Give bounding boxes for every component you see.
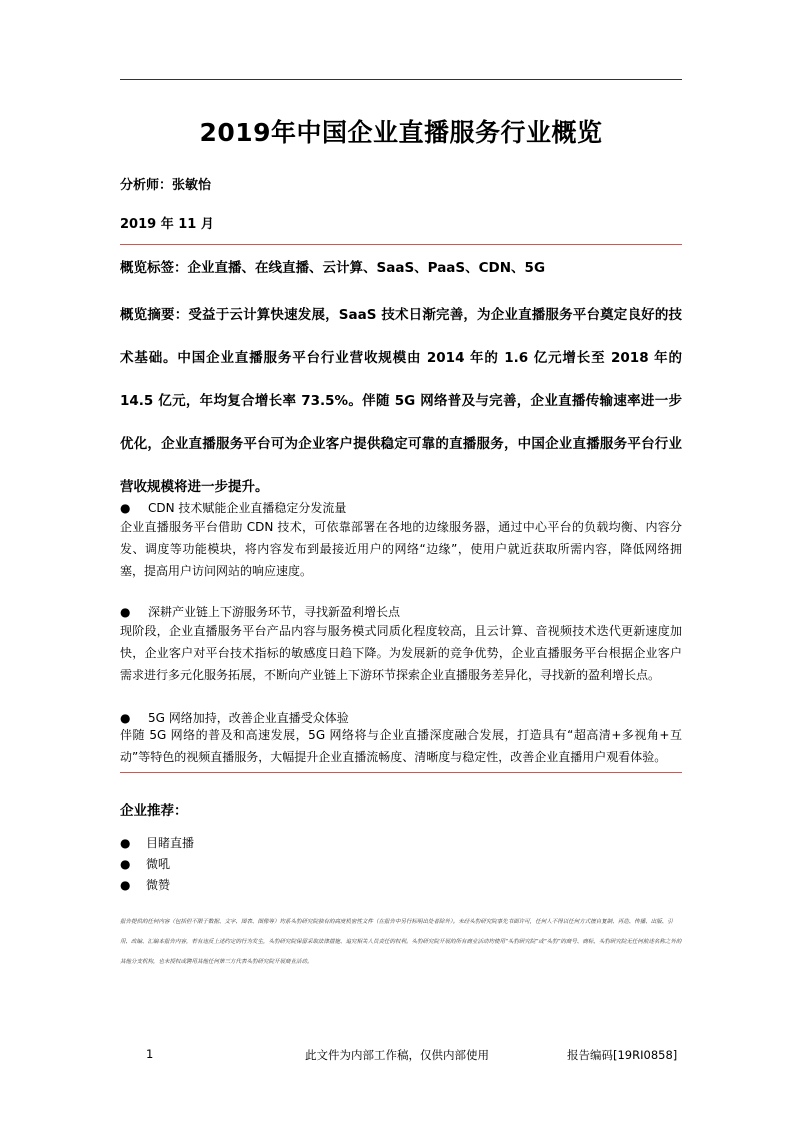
report-date: 2019 年 11 月 — [120, 217, 214, 232]
disclaimer: 报告提供的任何内容（包括但不限于数据、文字、图表、图像等）均系头豹研究院独有的高度机密性文件（在报告中另行标明出处者除外）。未经头豹研究院事先书面许可，任何人不得以任何方式擅自复制、再造、传播、出版、引用、改编、汇编本报告内容，若有违反上述约定的行为发生，头豹研究院保留采取法律措施、追究相关人员责任的权利。头豹研究院开展的所有商业活动均使用“头豹研究院”或“头豹”的商号、商标，头豹研究院无任何前述名称之外的其他分支机构，也未授权或聘用其他任何第三方代表头豹研究院开展商业活动。 — [120, 919, 682, 965]
bullet-heading: ● 深耕产业链上下游服务环节，寻找新盈利增长点 — [120, 605, 401, 619]
recommend-title: 企业推荐： — [120, 803, 188, 819]
bullet-heading: ● 5G 网络加持，改善企业直播受众体验 — [120, 711, 349, 725]
bullet-icon: ● — [120, 878, 131, 892]
divider — [120, 772, 682, 773]
overview-summary: 概览摘要：受益于云计算快速发展，SaaS 技术日渐完善，为企业直播服务平台奠定良好的技术基础。中国企业直播服务平台行业营收规模由 2014 年的 1.6 亿元增长至 2018 年的 14.5 亿元，年均复合增长率 73.5%。伴随 5G 网络普及与完善，企业直播传输速率进一步优化，企业直播服务平台可为企业客户提供稳定可靠的直播服务，中国企业直播服务平台行业营收规模将进一步提升。 — [120, 307, 682, 495]
bullet-body: 现阶段，企业直播服务平台产品内容与服务模式同质化程度较高，且云计算、音视频技术迭代更新速度加快，企业客户对平台技术指标的敏感度日趋下降。为发展新的竞争优势，企业直播服务平台根据企业客户需求进行多元化服务拓展，不断向产业链上下游环节探索企业直播服务差异化，寻找新的盈利增长点。 — [120, 624, 682, 682]
page-number: 1 — [146, 1047, 154, 1061]
recommend-item: ● 微赞 — [120, 878, 171, 892]
header-rule — [120, 79, 682, 80]
overview-tags: 概览标签：企业直播、在线直播、云计算、SaaS、PaaS、CDN、5G — [120, 260, 546, 276]
recommend-item: ● 微吼 — [120, 857, 171, 871]
divider — [120, 244, 682, 245]
analyst: 分析师：张敏怡 — [120, 178, 212, 193]
bullet-icon: ● — [120, 605, 131, 619]
bullet-icon: ● — [120, 857, 131, 871]
recommend-item: ● 目睹直播 — [120, 836, 195, 850]
report-code: 报告编码[19RI0858] — [567, 1048, 678, 1062]
bullet-icon: ● — [120, 836, 131, 850]
report-title: 2019年中国企业直播服务行业概览 — [199, 118, 603, 147]
bullet-body: 伴随 5G 网络的普及和高速发展，5G 网络将与企业直播深度融合发展，打造具有“超高清+多视角+互动”等特色的视频直播服务，大幅提升企业直播流畅度、清晰度与稳定性，改善企业直播用户观看体验。 — [120, 728, 682, 764]
bullet-icon: ● — [120, 501, 131, 515]
bullet-body: 企业直播服务平台借助 CDN 技术，可依靠部署在各地的边缘服务器，通过中心平台的负载均衡、内容分发、调度等功能模块，将内容发布到最接近用户的网络“边缘”，使用户就近获取所需内容，降低网络拥塞，提高用户访问网站的响应速度。 — [120, 520, 682, 578]
bullet-icon: ● — [120, 711, 131, 725]
bullet-heading: ● CDN 技术赋能企业直播稳定分发流量 — [120, 501, 347, 515]
footer-note: 此文件为内部工作稿，仅供内部使用 — [305, 1048, 489, 1062]
